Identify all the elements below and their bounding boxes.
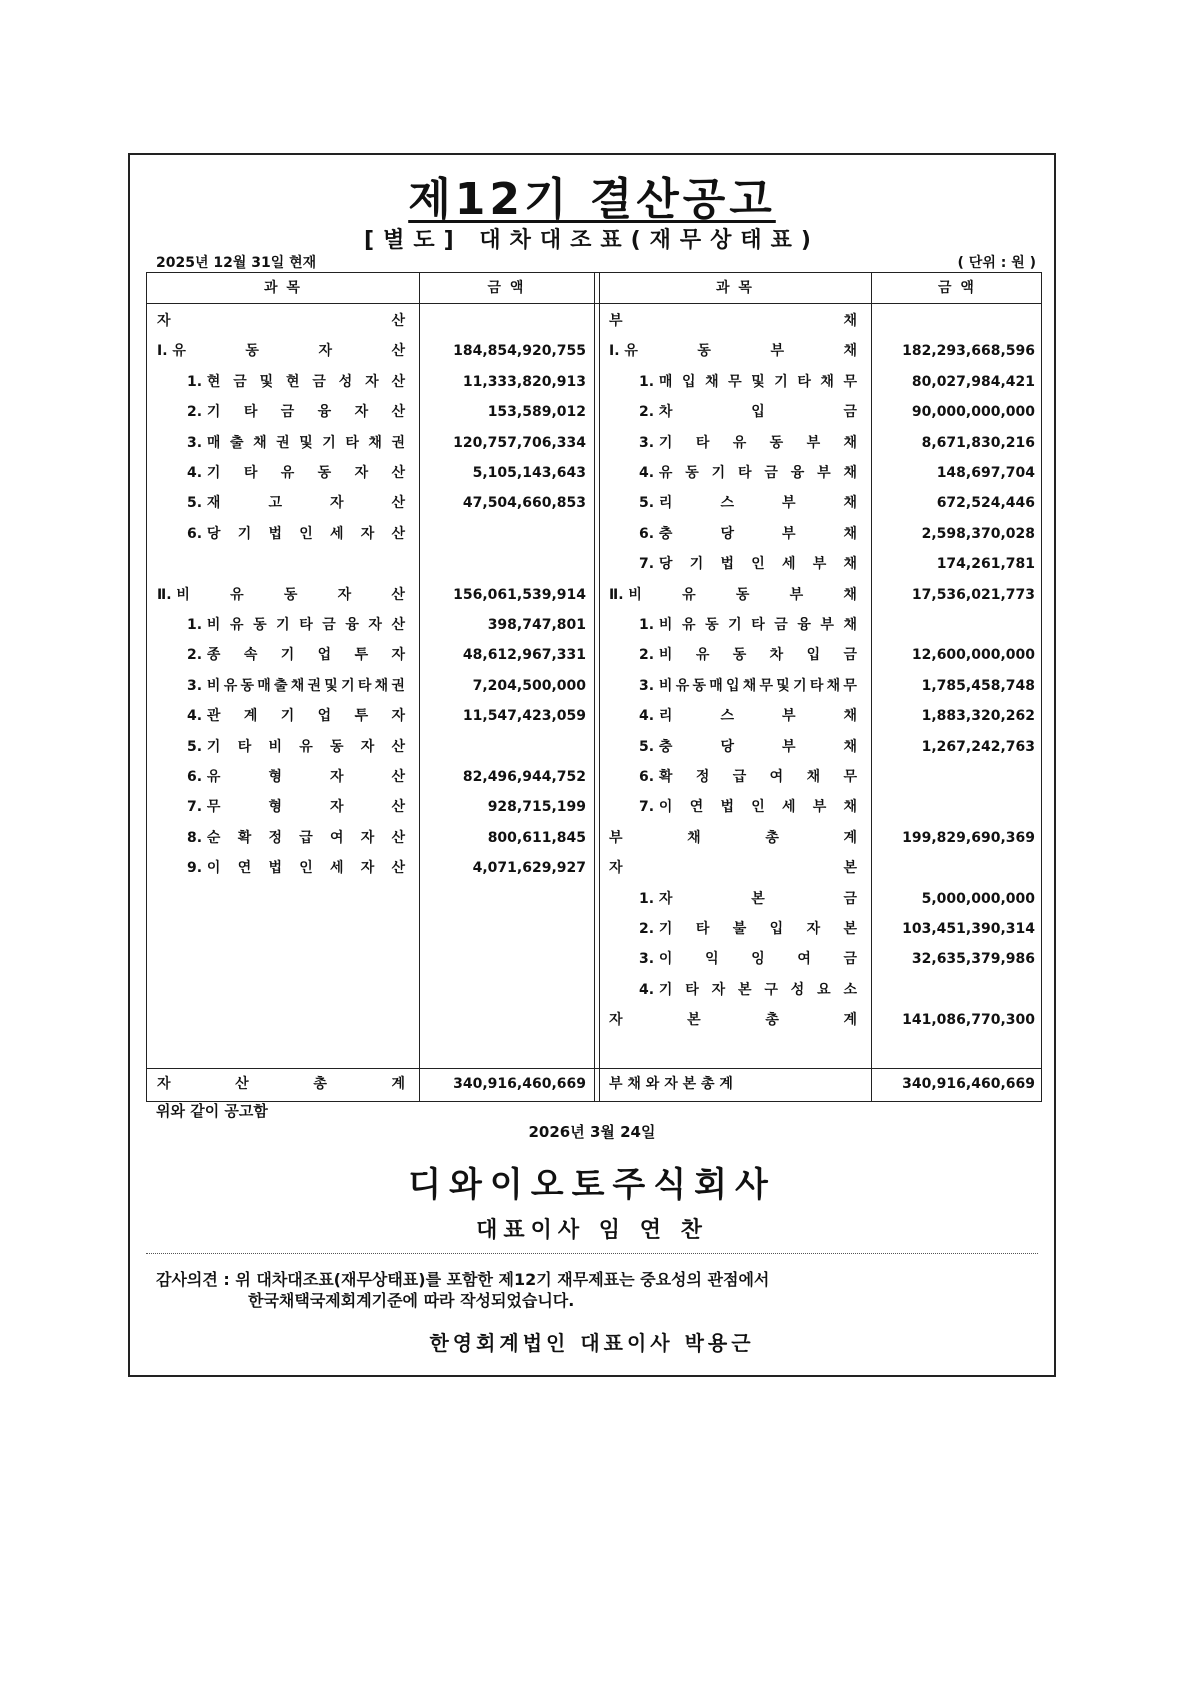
right-item-label: 3. 비 유 동 매 입 채 무 및 기 타 채 무 <box>639 677 857 694</box>
right-item-amount <box>871 853 1043 883</box>
right-item-amount: 103,451,390,314 <box>902 921 1035 937</box>
left-item-label: 2. 기 타 금 융 자 산 <box>187 404 405 421</box>
left-item-amount: 11,547,423,059 <box>462 708 586 725</box>
left-item-amount: 184,854,920,755 <box>453 343 586 360</box>
right-item-label: Ⅰ. 유 동 부 채 <box>609 343 857 360</box>
total-liab-equity-amount: 340,916,460,669 <box>902 1076 1035 1092</box>
right-item-amount: 199,829,690,369 <box>902 829 1035 846</box>
right-item-amount <box>871 792 1043 822</box>
left-item-label: 자 산 <box>157 313 405 329</box>
right-item-amount <box>871 762 1043 792</box>
right-item-label: 1. 매 입 채 무 및 기 타 채 무 <box>639 373 857 390</box>
right-item-label: 6. 충 당 부 채 <box>639 525 857 542</box>
report-date: 2025년 12월 31일 현재 <box>156 255 317 271</box>
right-item-amount: 8,671,830,216 <box>921 434 1035 451</box>
right-item-label: 4. 유 동 기 타 금 융 부 채 <box>639 465 857 481</box>
auditor-name: 한영회계법인 대표이사 박용근 <box>429 1331 755 1355</box>
left-item-label: 9. 이 연 법 인 세 자 산 <box>187 860 405 877</box>
right-item-label: 부 채 <box>609 313 857 329</box>
right-item-label: 자 본 총 계 <box>609 1012 857 1029</box>
right-item-amount: 182,293,668,596 <box>902 343 1035 360</box>
left-item-label: 6. 유 형 자 산 <box>187 769 405 785</box>
left-item-amount: 47,504,660,853 <box>462 495 586 512</box>
left-item-label: Ⅱ. 비 유 동 자 산 <box>157 586 405 603</box>
audit-opinion-line1: 감사의견 : 위 대차대조표(재무상태표)를 포함한 제12기 재무제표는 중요성의 관점에서 <box>156 1270 770 1289</box>
notice-statement: 위와 같이 공고함 <box>156 1102 268 1120</box>
left-item-label: 2. 종 속 기 업 투 자 <box>187 647 405 664</box>
col-divider <box>594 273 595 1101</box>
right-item-amount: 672,524,446 <box>936 495 1035 512</box>
right-item-label: 5. 리 스 부 채 <box>639 495 857 512</box>
left-item-amount: 11,333,820,913 <box>462 373 586 390</box>
company-name: 디와이오토주식회사 <box>408 1165 776 1205</box>
header-amount-left: 금 액 <box>487 280 526 296</box>
right-item-amount: 12,600,000,000 <box>911 647 1035 664</box>
balance-sheet-table <box>146 272 1042 1102</box>
ceo-name: 대표이사 임 연 찬 <box>476 1218 708 1243</box>
right-item-label: 6. 확 정 급 여 채 무 <box>639 769 857 785</box>
left-item-label: 4. 기 타 유 동 자 산 <box>187 465 405 481</box>
left-item-label: 8. 순 확 정 급 여 자 산 <box>187 829 405 846</box>
right-item-amount <box>871 306 1043 336</box>
left-item-amount: 5,105,143,643 <box>472 465 586 481</box>
right-item-amount: 2,598,370,028 <box>921 525 1035 542</box>
left-item-amount: 800,611,845 <box>487 829 586 846</box>
right-item-amount: 32,635,379,986 <box>911 951 1035 968</box>
right-item-label: 2. 비 유 동 차 입 금 <box>639 647 857 664</box>
left-item-amount: 82,496,944,752 <box>462 769 586 785</box>
right-item-label: 7. 이 연 법 인 세 부 채 <box>639 799 857 816</box>
right-item-amount: 174,261,781 <box>936 556 1035 573</box>
left-item-label: 3. 비 유 동 매 출 채 권 및 기 타 채 권 <box>187 677 405 694</box>
left-item-label: 7. 무 형 자 산 <box>187 799 405 816</box>
left-item-label: 4. 관 계 기 업 투 자 <box>187 708 405 725</box>
dotted-divider <box>146 1253 1038 1254</box>
header-item-left: 과 목 <box>264 280 302 296</box>
right-item-label: 7. 당 기 법 인 세 부 채 <box>639 556 857 573</box>
header-amount-right: 금 액 <box>938 280 976 296</box>
left-item-amount: 398,747,801 <box>487 617 586 633</box>
right-item-amount <box>871 610 1043 640</box>
left-item-amount: 4,071,629,927 <box>472 860 586 877</box>
right-item-amount <box>871 975 1043 1005</box>
right-item-label: 5. 충 당 부 채 <box>639 738 857 755</box>
total-assets-label: 자 산 총 계 <box>157 1076 405 1092</box>
total-assets-amount: 340,916,460,669 <box>453 1076 586 1092</box>
left-item-label: 3. 매 출 채 권 및 기 타 채 권 <box>187 434 405 451</box>
left-item-label: 5. 기 타 비 유 동 자 산 <box>187 738 405 755</box>
left-item-label: Ⅰ. 유 동 자 산 <box>157 343 405 360</box>
header-divider <box>147 303 1041 304</box>
right-item-label: 4. 리 스 부 채 <box>639 708 857 725</box>
right-item-label: 자 본 <box>609 860 857 877</box>
right-item-amount: 1,267,242,763 <box>921 738 1035 755</box>
notice-title: 제12기 결산공고 <box>408 174 776 225</box>
left-item-amount: 120,757,706,334 <box>453 434 586 451</box>
header-item-right: 과 목 <box>716 280 754 296</box>
notice-date: 2026년 3월 24일 <box>528 1123 656 1141</box>
right-item-label: 부 채 총 계 <box>609 829 857 846</box>
right-item-amount: 141,086,770,300 <box>902 1012 1035 1029</box>
notice-frame <box>128 153 1056 1377</box>
total-liab-equity-label: 부 채 와 자 본 총 계 <box>609 1076 733 1092</box>
right-item-label: 3. 기 타 유 동 부 채 <box>639 434 857 451</box>
right-item-amount: 80,027,984,421 <box>911 373 1035 390</box>
left-item-amount <box>419 306 594 336</box>
left-item-amount <box>419 732 594 762</box>
left-item-amount: 156,061,539,914 <box>453 586 586 603</box>
left-item-label: 1. 현 금 및 현 금 성 자 산 <box>187 373 405 390</box>
right-item-label: 1. 비 유 동 기 타 금 융 부 채 <box>639 617 857 633</box>
left-item-amount: 7,204,500,000 <box>472 677 586 694</box>
right-item-label: 1. 자 본 금 <box>639 890 857 907</box>
unit-label: ( 단위 : 원 ) <box>957 255 1036 271</box>
right-item-label: 2. 차 입 금 <box>639 404 857 421</box>
right-item-label: 4. 기 타 자 본 구 성 요 소 <box>639 981 857 998</box>
left-item-amount: 153,589,012 <box>487 404 586 421</box>
right-item-label: Ⅱ. 비 유 동 부 채 <box>609 586 857 603</box>
right-item-amount: 148,697,704 <box>936 465 1035 481</box>
left-item-amount <box>419 519 594 549</box>
left-item-label: 6. 당 기 법 인 세 자 산 <box>187 525 405 542</box>
right-item-amount: 17,536,021,773 <box>911 586 1035 603</box>
left-item-label: 1. 비 유 동 기 타 금 융 자 산 <box>187 617 405 633</box>
right-item-amount: 1,785,458,748 <box>921 677 1035 694</box>
audit-opinion-line2: 한국채택국제회계기준에 따라 작성되었습니다. <box>248 1291 575 1310</box>
right-item-label: 3. 이 익 잉 여 금 <box>639 951 857 968</box>
right-item-amount: 1,883,320,262 <box>921 708 1035 725</box>
left-item-amount <box>419 549 594 579</box>
right-item-amount: 5,000,000,000 <box>921 890 1035 907</box>
right-item-amount: 90,000,000,000 <box>911 404 1035 421</box>
right-item-label: 2. 기 타 불 입 자 본 <box>639 921 857 937</box>
left-item-label: 5. 재 고 자 산 <box>187 495 405 512</box>
left-item-amount: 928,715,199 <box>487 799 586 816</box>
left-item-amount: 48,612,967,331 <box>462 647 586 664</box>
notice-subtitle: [별도] 대차대조표(재무상태표) <box>364 228 820 253</box>
